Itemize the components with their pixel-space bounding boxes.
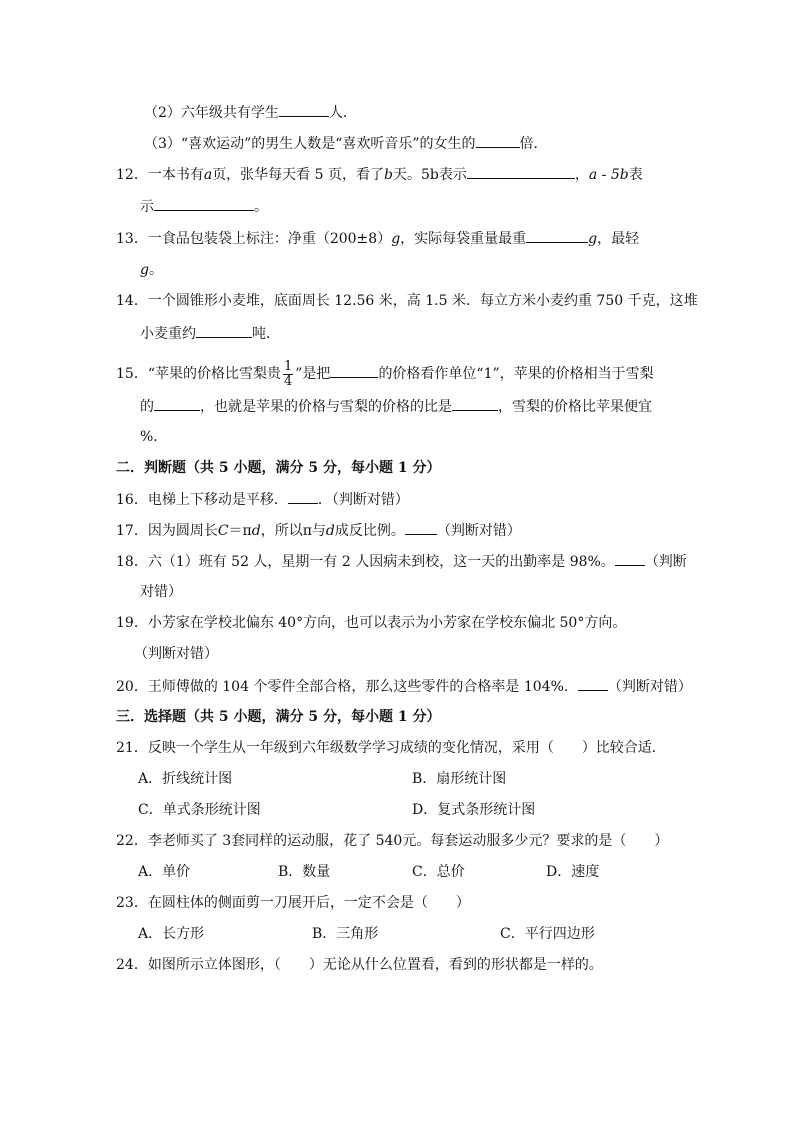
answer-blank[interactable] (196, 323, 252, 338)
q22-option-b[interactable]: B．数量 (278, 864, 331, 880)
q11-sub2: （2）六年级共有学生 人． (144, 102, 357, 122)
question-14-line1: 14．一个圆锥形小麦堆，底面周长 12.56 米，高 1.5 米．每立方米小麦约重 750 千克，这堆 (116, 293, 698, 309)
q21-option-b[interactable]: B．扇形统计图 (412, 771, 507, 787)
question-12-line2: 示 。 (140, 196, 268, 216)
question-18-line2: 对错） (140, 584, 182, 600)
q22-option-a[interactable]: A．单价 (138, 864, 191, 880)
answer-blank[interactable] (279, 102, 329, 117)
fraction-one-quarter: $\frac{1}{4}$ (283, 358, 293, 389)
question-15-line2: 的 ，也就是苹果的价格与雪梨的价格的比是 ，雪梨的价格比苹果便宜 (140, 396, 652, 416)
answer-blank[interactable] (405, 520, 437, 535)
answer-blank[interactable] (452, 396, 498, 411)
section-heading-judgment: 二．判断题（共 5 小题，满分 5 分，每小题 1 分） (116, 460, 441, 476)
question-15-line3: %． (140, 429, 168, 445)
question-18-line1: 18．六（1）班有 52 人，星期一有 2 人因病未到校，这一天的出勤率是 98%。 （判断 (116, 551, 687, 571)
question-15-line1: 15．“苹果的价格比雪梨贵 $\frac{1}{4}$ ”是把 的价格看作单位“1”，苹果的价格相当于雪梨 (116, 358, 654, 389)
answer-blank[interactable] (615, 551, 645, 566)
q22-option-c[interactable]: C．总价 (412, 864, 465, 880)
answer-blank[interactable] (288, 489, 318, 504)
answer-blank[interactable] (154, 196, 254, 211)
q11-sub3: （3）“喜欢运动”的男生人数是“喜欢听音乐”的女生的 倍． (144, 133, 548, 153)
question-12-line1: 12．一本书有a页，张华每天看 5 页，看了b天。5b表示 ，a - 5b表 (116, 164, 643, 184)
question-13-line1: 13．一食品包装袋上标注：净重（200±8）g，实际每袋重量最重 g，最轻 (116, 228, 639, 248)
q23-option-c[interactable]: C．平行四边形 (500, 926, 595, 942)
answer-blank[interactable] (467, 164, 575, 179)
question-13-line2: g。 (140, 262, 163, 278)
q21-option-c[interactable]: C．单式条形统计图 (138, 802, 261, 818)
q23-option-a[interactable]: A．长方形 (138, 926, 205, 942)
answer-blank[interactable] (154, 396, 200, 411)
answer-blank[interactable] (330, 363, 378, 378)
question-23-stem: 23．在圆柱体的侧面剪一刀展开后，一定不会是（ ） (116, 895, 470, 911)
answer-blank[interactable] (578, 676, 608, 691)
question-20: 20．王师傅做的 104 个零件全部合格，那么这些零件的合格率是 104%． （判断对错） (116, 676, 692, 696)
question-22-stem: 22．李老师买了 3套同样的运动服，花了 540元。每套运动服多少元？要求的是（ ） (116, 833, 669, 849)
q21-option-d[interactable]: D．复式条形统计图 (412, 802, 536, 818)
question-24-stem: 24．如图所示立体图形，（ ）无论从什么位置看，看到的形状都是一样的。 (116, 957, 603, 973)
question-14-line2: 小麦重约 吨． (140, 323, 280, 343)
answer-blank[interactable] (476, 133, 520, 148)
question-16: 16．电梯上下移动是平移． ．（判断对错） (116, 489, 409, 509)
question-19-line2: （判断对错） (134, 646, 218, 662)
question-21-stem: 21．反映一个学生从一年级到六年级数学学习成绩的变化情况，采用（ ）比较合适． (116, 740, 666, 756)
answer-blank[interactable] (526, 228, 588, 243)
q23-option-b[interactable]: B．三角形 (312, 926, 379, 942)
section-heading-choice: 三．选择题（共 5 小题，满分 5 分，每小题 1 分） (116, 709, 441, 725)
q22-option-d[interactable]: D．速度 (546, 864, 600, 880)
question-19-line1: 19．小芳家在学校北偏东 40°方向，也可以表示为小芳家在学校东偏北 50°方向。 (116, 615, 627, 631)
question-17: 17．因为圆周长C＝πd，所以π与d成反比例。 （判断对错） (116, 520, 521, 540)
q21-option-a[interactable]: A．折线统计图 (138, 771, 233, 787)
